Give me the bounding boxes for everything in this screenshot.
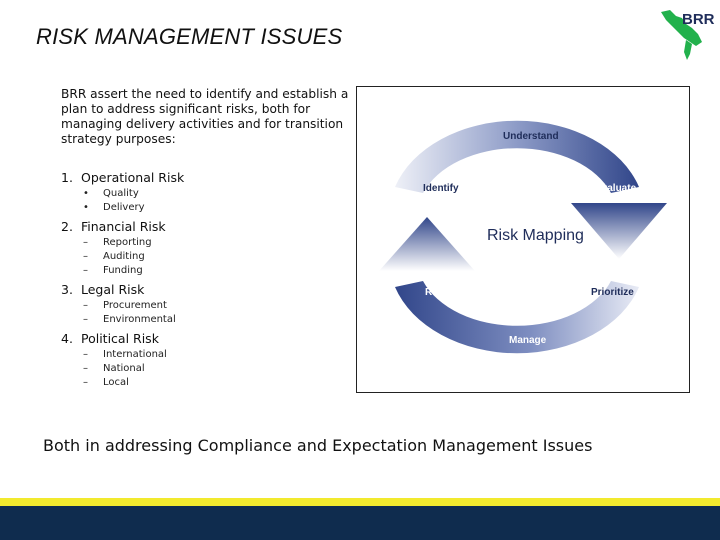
risk-label: Legal Risk (80, 282, 145, 297)
risk-label: Financial Risk (80, 219, 166, 234)
risk-number: 1. (61, 170, 73, 185)
intro-paragraph: BRR assert the need to identify and establish a plan to address significant risks, both for managing delivery activities and for transition strategy purposes: (61, 87, 349, 146)
risk-number: 4. (61, 331, 73, 346)
arrow-revisit (379, 217, 475, 271)
footer-statement: Both in addressing Compliance and Expectation Management Issues (43, 436, 593, 455)
slide-title: RISK MANAGEMENT ISSUES (36, 24, 343, 49)
stage-understand: Understand (503, 131, 559, 142)
brr-logo (656, 4, 718, 64)
stage-prioritize: Prioritize (591, 287, 634, 298)
risk-number: 2. (61, 219, 73, 234)
arrow-evaluate (571, 203, 667, 259)
list-item: – International (83, 349, 167, 360)
list-item: – Auditing (83, 251, 145, 262)
footer-accent-bar (0, 498, 720, 506)
risk-item-financial (61, 219, 351, 278)
risk-item-political (61, 331, 351, 390)
list-item: • Delivery (83, 202, 145, 213)
risk-mapping-diagram (356, 86, 690, 393)
list-item: – National (83, 363, 145, 374)
list-item: – Funding (83, 265, 143, 276)
footer-bar (0, 506, 720, 540)
stage-manage: Manage (509, 335, 547, 346)
stage-revisit: Revisit (425, 287, 458, 298)
risk-item-operational (61, 170, 351, 215)
list-item: – Environmental (83, 314, 176, 325)
list-item: – Reporting (83, 237, 152, 248)
risk-label: Operational Risk (80, 170, 185, 185)
risk-item-legal (61, 282, 351, 327)
stage-evaluate: Evaluate (595, 183, 637, 194)
risk-number: 3. (61, 282, 73, 297)
stage-identify: Identify (423, 183, 459, 194)
list-item: – Local (83, 377, 129, 388)
logo-text: BRR (682, 11, 715, 28)
risk-list (61, 170, 351, 394)
risk-label: Political Risk (80, 331, 159, 346)
list-item: – Procurement (83, 300, 167, 311)
center-label: Risk Mapping (487, 227, 584, 244)
list-item: • Quality (83, 188, 139, 199)
